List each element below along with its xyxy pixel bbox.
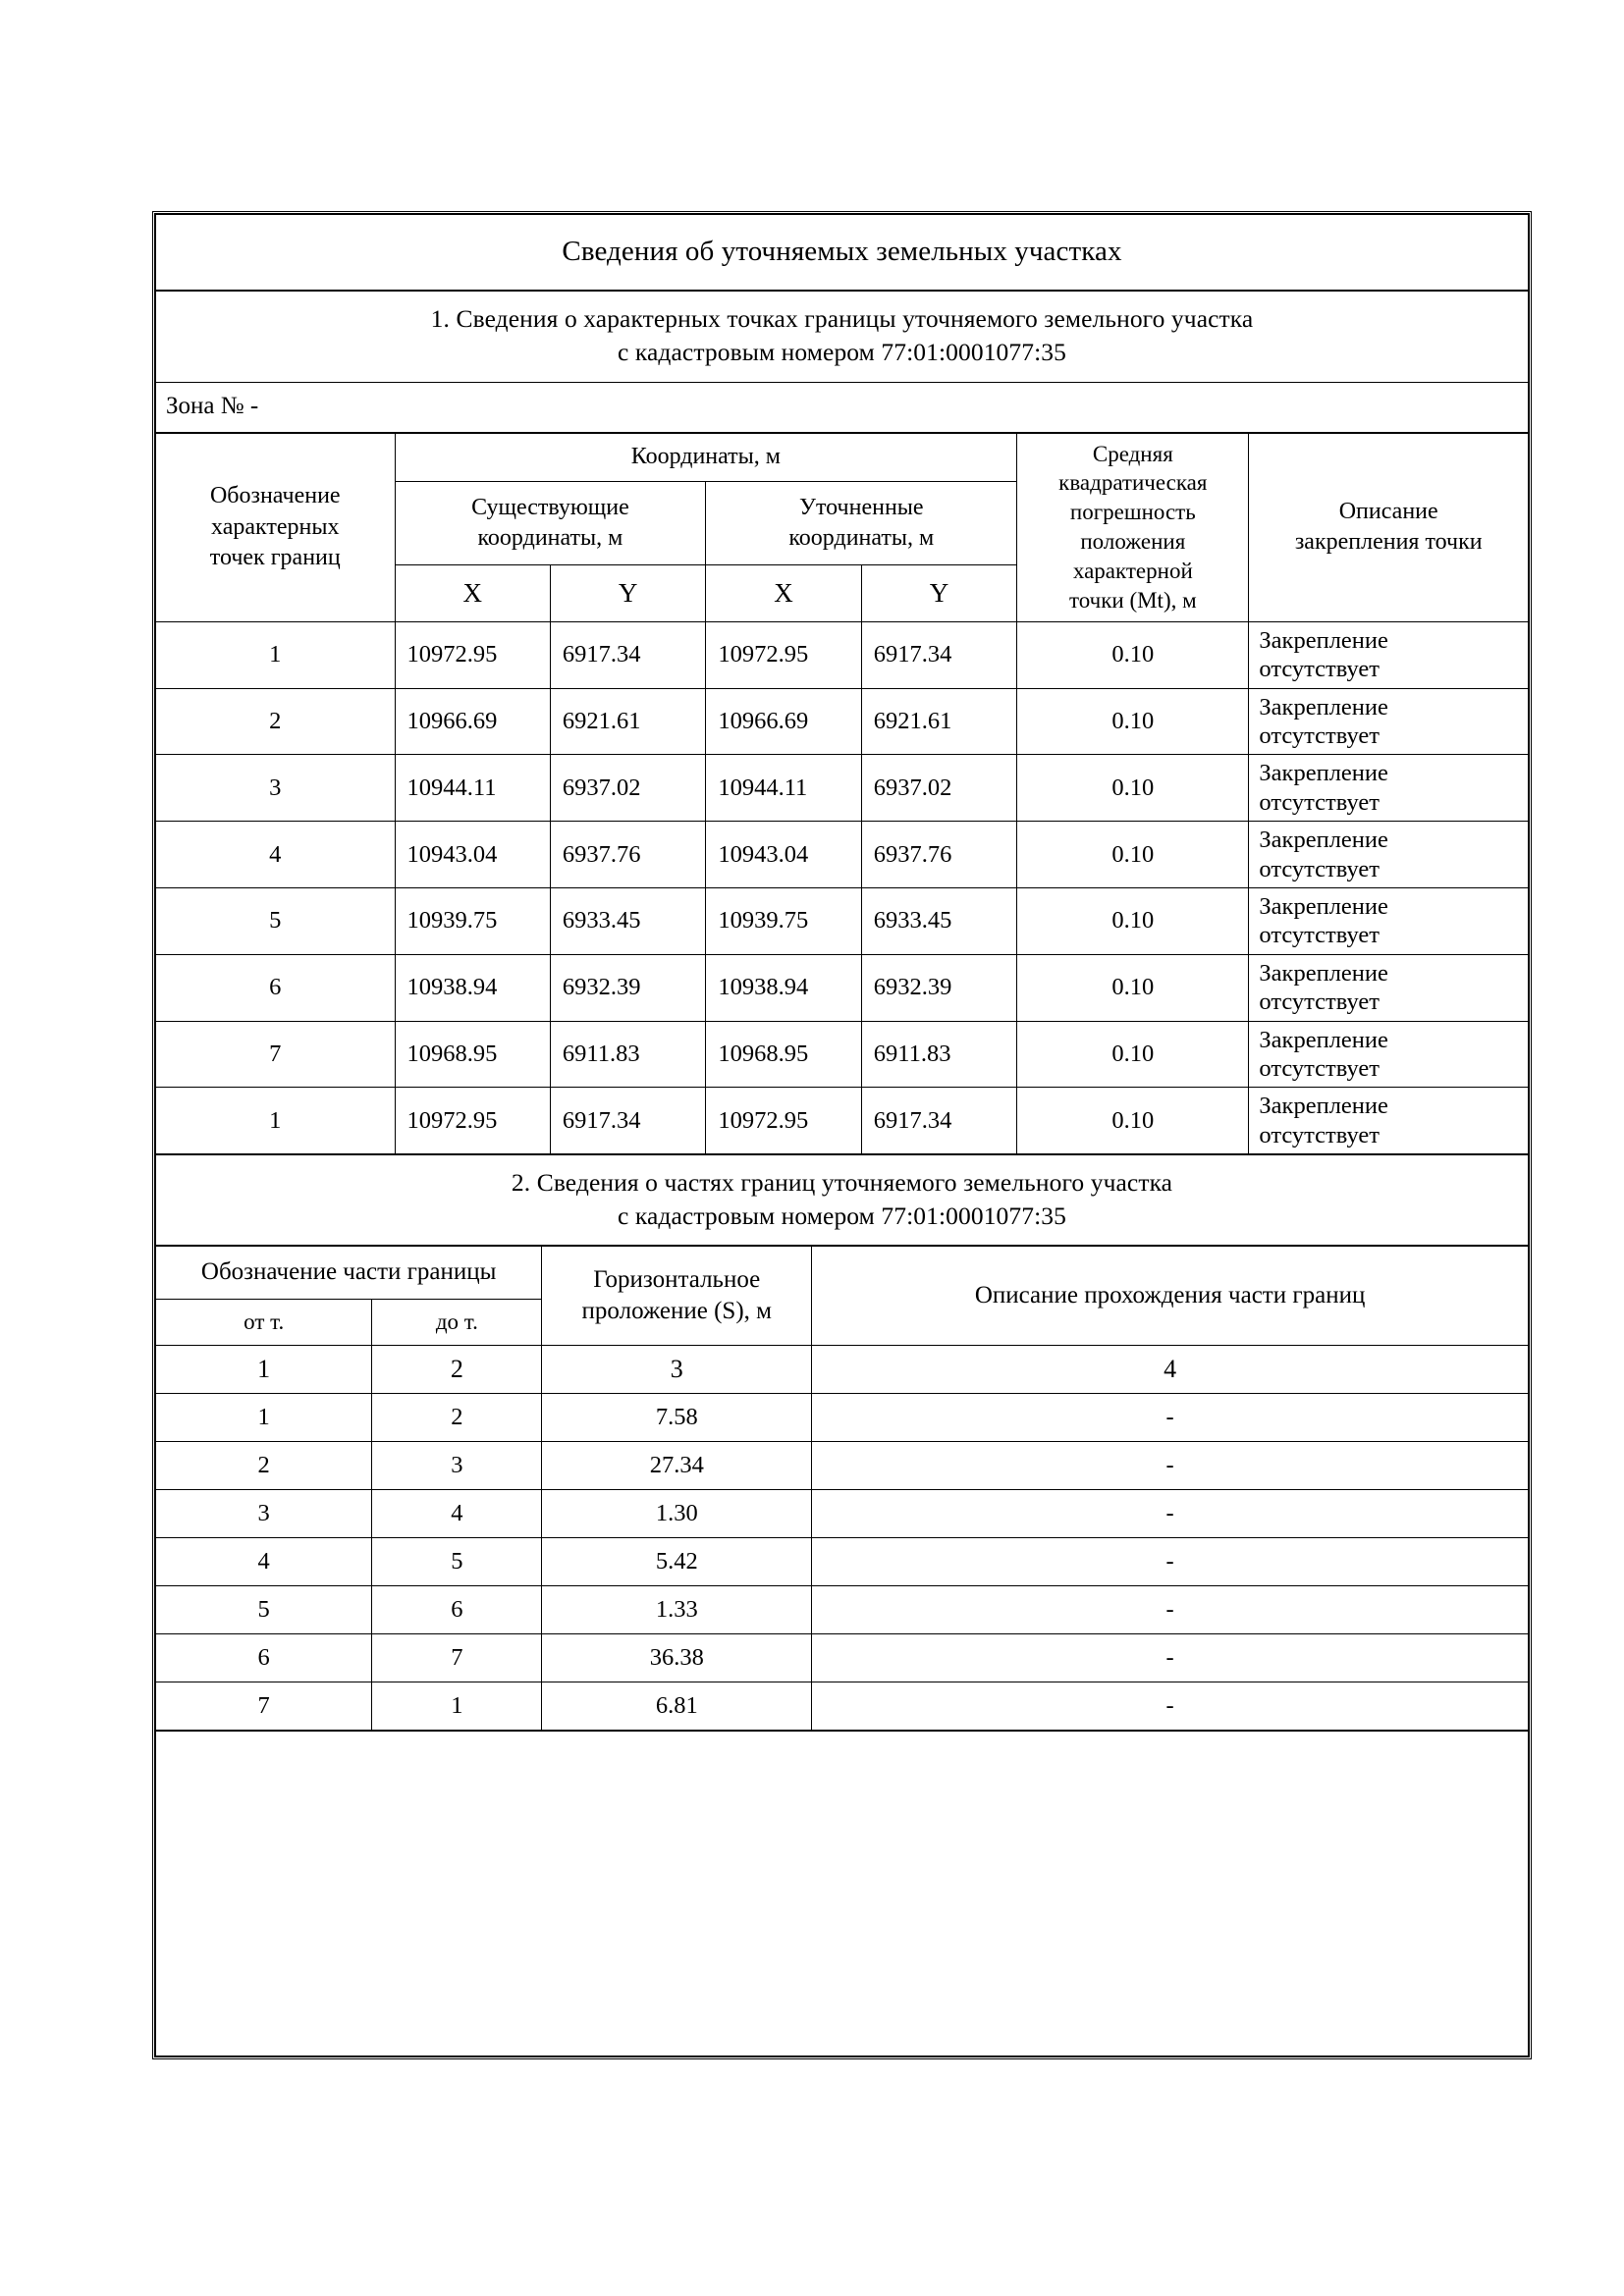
section2-heading-row [156, 1155, 1529, 1246]
section1-heading-table [155, 291, 1529, 432]
cell-refined-y: 6917.34 [861, 1088, 1016, 1154]
cell-fixation-line2: отсутствует [1259, 788, 1380, 816]
cell-mt: 0.10 [1017, 755, 1249, 822]
cell-mt: 0.10 [1017, 1021, 1249, 1088]
cell-refined-y: 6933.45 [861, 888, 1016, 955]
table-row [156, 954, 1529, 1021]
cell-existing-y: 6937.76 [550, 822, 705, 888]
cell-from: 7 [156, 1682, 372, 1730]
main-title-table [155, 214, 1529, 291]
header-horizontal-line2: проложение (S), м [581, 1298, 772, 1325]
cell-from: 4 [156, 1537, 372, 1585]
header-to-point: до т. [372, 1299, 542, 1345]
cell-mt: 0.10 [1017, 688, 1249, 755]
header-point-designation-line3: точек границ [209, 544, 341, 570]
header-mse-line5: характерной [1072, 559, 1193, 584]
empty-tail-table [155, 1731, 1529, 2056]
table-row [156, 1441, 1529, 1489]
cell-to: 6 [372, 1585, 542, 1633]
table2-head [156, 1247, 1529, 1393]
header-mse-line4: положения [1080, 529, 1186, 555]
cell-refined-x: 10939.75 [706, 888, 861, 955]
table-row [156, 688, 1529, 755]
header-point-designation-line2: характерных [211, 513, 340, 540]
table-row [156, 1585, 1529, 1633]
cell-fixation-line2: отсутствует [1259, 656, 1380, 683]
cell-refined-x: 10944.11 [706, 755, 861, 822]
cell-existing-y: 6917.34 [550, 1088, 705, 1154]
cell-existing-x: 10972.95 [395, 1088, 550, 1154]
cell-from: 3 [156, 1489, 372, 1537]
table2-head-row1 [156, 1247, 1529, 1300]
table-row [156, 755, 1529, 822]
header-refined-line1: Уточненные [799, 494, 924, 520]
header-existing-x: X [395, 564, 550, 621]
cell-point: 2 [156, 688, 396, 755]
table-row [156, 1537, 1529, 1585]
cell-refined-y: 6937.76 [861, 822, 1016, 888]
header-from-point: от т. [156, 1299, 372, 1345]
cell-description: - [812, 1393, 1529, 1441]
section1-heading-row [156, 292, 1529, 382]
column-number-2: 2 [372, 1345, 542, 1393]
header-mse-line2: квадратическая [1058, 470, 1208, 496]
cell-refined-y: 6921.61 [861, 688, 1016, 755]
cell-from: 6 [156, 1633, 372, 1682]
cell-existing-x: 10944.11 [395, 755, 550, 822]
header-existing-line2: координаты, м [477, 524, 623, 551]
header-point-fixation [1249, 433, 1529, 621]
cell-mt: 0.10 [1017, 621, 1249, 688]
cell-from: 2 [156, 1441, 372, 1489]
cell-to: 2 [372, 1393, 542, 1441]
header-coordinates-group: Координаты, м [395, 433, 1017, 482]
header-mean-square-error [1017, 433, 1249, 621]
cell-fixation [1249, 1088, 1529, 1154]
cell-fixation-line1: Закрепление [1259, 1026, 1388, 1053]
header-refined-line2: координаты, м [788, 524, 935, 551]
header-point-designation [156, 433, 396, 621]
header-fixation-line2: закрепления точки [1294, 529, 1483, 556]
table-row [156, 822, 1529, 888]
header-existing-y: Y [550, 564, 705, 621]
characteristic-points-table [155, 433, 1529, 1155]
page-title: Сведения об уточняемых земельных участках [156, 215, 1529, 291]
cell-to: 4 [372, 1489, 542, 1537]
cell-fixation-line2: отсутствует [1259, 1121, 1380, 1148]
empty-tail-row [156, 1731, 1529, 2056]
cell-fixation-line1: Закрепление [1259, 626, 1388, 654]
cell-existing-y: 6917.34 [550, 621, 705, 688]
cell-point: 1 [156, 1088, 396, 1154]
cell-mt: 0.10 [1017, 888, 1249, 955]
cell-from: 1 [156, 1393, 372, 1441]
cell-fixation-line2: отсутствует [1259, 722, 1380, 750]
cell-fixation-line2: отсутствует [1259, 988, 1380, 1016]
cell-existing-y: 6937.02 [550, 755, 705, 822]
cell-fixation-line1: Закрепление [1259, 893, 1388, 921]
cell-fixation-line2: отсутствует [1259, 855, 1380, 882]
cell-point: 5 [156, 888, 396, 955]
cell-refined-y: 6911.83 [861, 1021, 1016, 1088]
section2-title [156, 1155, 1529, 1246]
cell-length: 5.42 [542, 1537, 812, 1585]
cell-to: 5 [372, 1537, 542, 1585]
boundary-parts-table [155, 1246, 1529, 1730]
section2-title-line2: с кадастровым номером 77:01:0001077:35 [618, 1201, 1066, 1230]
table-row [156, 621, 1529, 688]
cell-length: 1.30 [542, 1489, 812, 1537]
cell-length: 6.81 [542, 1682, 812, 1730]
cell-description: - [812, 1633, 1529, 1682]
zone-label: Зона № - [156, 382, 1529, 432]
zone-row [156, 382, 1529, 432]
header-refined-coordinates [706, 482, 1017, 565]
cell-existing-x: 10938.94 [395, 954, 550, 1021]
cell-refined-y: 6917.34 [861, 621, 1016, 688]
table-row [156, 1393, 1529, 1441]
table1-head-row1 [156, 433, 1529, 482]
cell-mt: 0.10 [1017, 822, 1249, 888]
cell-existing-x: 10943.04 [395, 822, 550, 888]
table-row [156, 888, 1529, 955]
cell-refined-x: 10968.95 [706, 1021, 861, 1088]
column-number-4: 4 [812, 1345, 1529, 1393]
cell-fixation [1249, 688, 1529, 755]
cell-refined-x: 10943.04 [706, 822, 861, 888]
main-title-row [156, 215, 1529, 291]
cell-fixation [1249, 1021, 1529, 1088]
cell-fixation [1249, 954, 1529, 1021]
header-refined-y: Y [861, 564, 1016, 621]
cell-length: 1.33 [542, 1585, 812, 1633]
cell-length: 7.58 [542, 1393, 812, 1441]
cell-mt: 0.10 [1017, 1088, 1249, 1154]
column-number-3: 3 [542, 1345, 812, 1393]
cell-to: 3 [372, 1441, 542, 1489]
cell-refined-x: 10972.95 [706, 621, 861, 688]
section1-title-line1: 1. Сведения о характерных точках границы уточняемого земельного участка [430, 304, 1254, 334]
cell-from: 5 [156, 1585, 372, 1633]
header-mse-line1: Средняя [1092, 441, 1173, 466]
header-part-description: Описание прохождения части границ [812, 1247, 1529, 1345]
cell-fixation [1249, 822, 1529, 888]
table-row [156, 1682, 1529, 1730]
table2-column-number-row [156, 1345, 1529, 1393]
cell-description: - [812, 1682, 1529, 1730]
document-frame [152, 211, 1532, 2059]
cell-existing-y: 6933.45 [550, 888, 705, 955]
cell-description: - [812, 1537, 1529, 1585]
section2-title-line1: 2. Сведения о частях границ уточняемого земельного участка [511, 1168, 1173, 1198]
cell-fixation-line1: Закрепление [1259, 827, 1388, 854]
cell-existing-x: 10966.69 [395, 688, 550, 755]
cell-refined-x: 10972.95 [706, 1088, 861, 1154]
table-row [156, 1021, 1529, 1088]
cell-fixation-line2: отсутствует [1259, 922, 1380, 949]
cell-length: 36.38 [542, 1633, 812, 1682]
cell-existing-x: 10968.95 [395, 1021, 550, 1088]
cell-fixation-line1: Закрепление [1259, 1093, 1388, 1120]
section1-title [156, 292, 1529, 382]
cell-mt: 0.10 [1017, 954, 1249, 1021]
cell-point: 4 [156, 822, 396, 888]
header-mse-line6: точки (Mt), м [1068, 588, 1197, 614]
header-existing-coordinates [395, 482, 706, 565]
cell-existing-y: 6932.39 [550, 954, 705, 1021]
cell-length: 27.34 [542, 1441, 812, 1489]
cell-fixation [1249, 888, 1529, 955]
header-horizontal-line1: Горизонтальное [593, 1265, 761, 1293]
cell-fixation-line1: Закрепление [1259, 959, 1388, 987]
section2-heading-table [155, 1154, 1529, 1246]
table1-body [156, 621, 1529, 1153]
header-horizontal-length [542, 1247, 812, 1345]
cell-description: - [812, 1585, 1529, 1633]
table-row [156, 1088, 1529, 1154]
cell-fixation-line1: Закрепление [1259, 760, 1388, 787]
cell-description: - [812, 1441, 1529, 1489]
cell-fixation [1249, 755, 1529, 822]
cell-refined-x: 10966.69 [706, 688, 861, 755]
table-row [156, 1489, 1529, 1537]
header-fixation-line1: Описание [1338, 499, 1438, 525]
cell-description: - [812, 1489, 1529, 1537]
table2-body [156, 1393, 1529, 1730]
header-part-designation: Обозначение части границы [156, 1247, 542, 1300]
cell-fixation-line2: отсутствует [1259, 1055, 1380, 1082]
cell-refined-y: 6932.39 [861, 954, 1016, 1021]
cell-existing-x: 10939.75 [395, 888, 550, 955]
cell-to: 1 [372, 1682, 542, 1730]
table1-head [156, 433, 1529, 621]
header-mse-line3: погрешность [1069, 500, 1196, 525]
section1-title-line2: с кадастровым номером 77:01:0001077:35 [618, 337, 1066, 366]
cell-point: 7 [156, 1021, 396, 1088]
cell-fixation-line1: Закрепление [1259, 693, 1388, 721]
table-row [156, 1633, 1529, 1682]
empty-area [156, 1731, 1529, 2056]
cell-refined-x: 10938.94 [706, 954, 861, 1021]
header-refined-x: X [706, 564, 861, 621]
column-number-1: 1 [156, 1345, 372, 1393]
cell-existing-y: 6921.61 [550, 688, 705, 755]
cell-existing-x: 10972.95 [395, 621, 550, 688]
cell-to: 7 [372, 1633, 542, 1682]
header-existing-line1: Существующие [471, 494, 629, 520]
cell-existing-y: 6911.83 [550, 1021, 705, 1088]
cell-fixation [1249, 621, 1529, 688]
cell-point: 6 [156, 954, 396, 1021]
cell-refined-y: 6937.02 [861, 755, 1016, 822]
cell-point: 1 [156, 621, 396, 688]
cell-point: 3 [156, 755, 396, 822]
header-point-designation-line1: Обозначение [209, 483, 341, 509]
